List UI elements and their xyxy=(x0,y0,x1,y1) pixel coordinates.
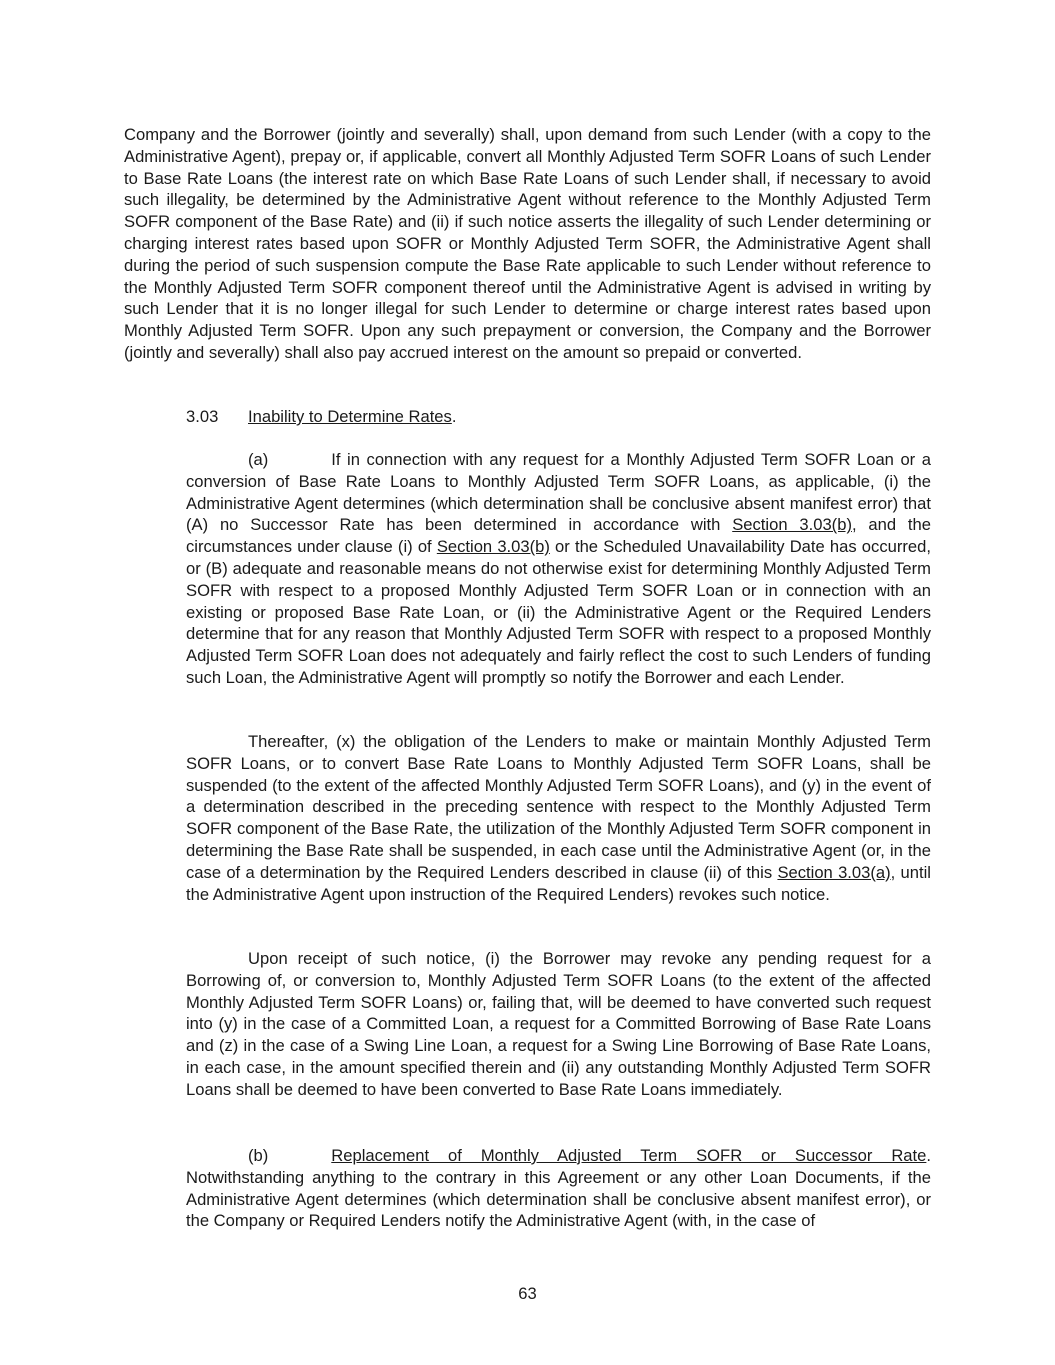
paragraph-a xyxy=(186,449,931,689)
section-heading xyxy=(186,406,456,428)
section-ref-3-03-a: Section 3.03(a) xyxy=(777,862,891,882)
paragraph-a-text-1: If in connection with any request for a Monthly Adjusted Term SOFR Loan or a conversion of Base Rate Loans to Monthly Adjusted Term SOFR Loans, as applicable, (i) the Administrative Agent determines (which determination shall be conclusive absent manifest error) that (A) no Successor Rate has been determined in accordance with xyxy=(186,450,931,535)
paragraph-upon-receipt-text: Upon receipt of such notice, (i) the Borrower may revoke any pending request for a Borrowing of, or conversion to, Monthly Adjusted Term SOFR Loans (to the extent of the affected Monthly Adjusted Term SOFR Loans) or, failing that, will be deemed to have converted such request into (y) in the case of a Committed Loan, a request for a Committed Borrowing of Base Rate Loans and (z) in the case of a Swing Line Loan, a request for a Swing Line Borrowing of Base Rate Loans, in each case, in the amount specified therein and (ii) any outstanding Monthly Adjusted Term SOFR Loans shall be deemed to have been converted to Base Rate Loans immediately. xyxy=(186,949,931,1099)
paragraph-thereafter-text-1: Thereafter, (x) the obligation of the Lenders to make or maintain Monthly Adjusted Term SOFR Loans, or to convert Base Rate Loans to Monthly Adjusted Term SOFR Loans, shall be suspended (to the extent of the affected Monthly Adjusted Term SOFR Loans), and (y) in the event of a determination described in the preceding sentence with respect to the Monthly Adjusted Term SOFR component of the Base Rate, the utilization of the Monthly Adjusted Term SOFR component in determining the Base Rate shall be suspended, in each case until the Administrative Agent (or, in the case of a determination by the Required Lenders described in clause (ii) of this xyxy=(186,732,931,882)
section-ref-3-03-b-1: Section 3.03(b) xyxy=(732,515,852,535)
paragraph-a-text-3: or the Scheduled Unavailability Date has occurred, or (B) adequate and reasonable means do not otherwise exist for determining Monthly Adjusted Term SOFR with respect to a proposed Monthly Adjusted Term SOFR Loan or in connection with an existing or proposed Base Rate Loan, or (ii) the Administrative Agent or the Required Lenders determine that for any reason that Monthly Adjusted Term SOFR with respect to a proposed Monthly Adjusted Term SOFR Loan does not adequately and fairly reflect the cost to such Lenders of funding such Loan, the Administrative Agent will promptly so notify the Borrower and each Lender. xyxy=(186,537,931,687)
paragraph-thereafter xyxy=(186,731,931,905)
paragraph-a-label: (a) xyxy=(248,450,269,469)
section-title: Inability to Determine Rates xyxy=(248,407,452,426)
paragraph-b-title-punct: . xyxy=(926,1146,931,1165)
paragraph-b xyxy=(186,1145,931,1232)
intro-paragraph: Company and the Borrower (jointly and severally) shall, upon demand from such Lender (with a copy to the Administrative Agent), prepay or, if applicable, convert all Monthly Adjusted Term SOFR Loans of such Lender to Base Rate Loans (the interest rate on which Base Rate Loans of such Lender shall, if necessary to avoid such illegality, be determined by the Administrative Agent without reference to the Monthly Adjusted Term SOFR component of the Base Rate) and (ii) if such notice asserts the illegality of such Lender determining or charging interest rates based upon SOFR or Monthly Adjusted Term SOFR, the Administrative Agent shall during the period of such suspension compute the Base Rate applicable to such Lender without reference to the Monthly Adjusted Term SOFR component thereof until the Administrative Agent is advised in writing by such Lender that it is no longer illegal for such Lender to determine or charge interest rates based upon Monthly Adjusted Term SOFR. Upon any such prepayment or conversion, the Company and the Borrower (jointly and severally) shall also pay accrued interest on the amount so prepaid or converted. xyxy=(124,125,931,362)
section-ref-3-03-b-2: Section 3.03(b) xyxy=(436,537,550,557)
section-number: 3.03 xyxy=(186,407,219,426)
paragraph-thereafter-text-2: , until the Administrative Agent upon instruction of the Required Lenders) revokes such notice. xyxy=(186,862,931,904)
paragraph-b-title: Replacement of Monthly Adjusted Term SOFR or Successor Rate xyxy=(331,1146,927,1165)
paragraph-a-text-2: , and the circumstances under clause (i) of xyxy=(186,515,931,557)
paragraph-upon-receipt xyxy=(186,948,931,1101)
page-number: 63 xyxy=(518,1284,537,1303)
paragraph-b-label: (b) xyxy=(248,1146,269,1165)
section-title-punct: . xyxy=(451,407,457,426)
paragraph-b-text: Notwithstanding anything to the contrary in this Agreement or any other Loan Documents, if the Administrative Agent determines (which determination shall be conclusive absent manifest error), or the Company or Required Lenders notify the Administrative Agent (with, in the case of xyxy=(186,1167,931,1231)
